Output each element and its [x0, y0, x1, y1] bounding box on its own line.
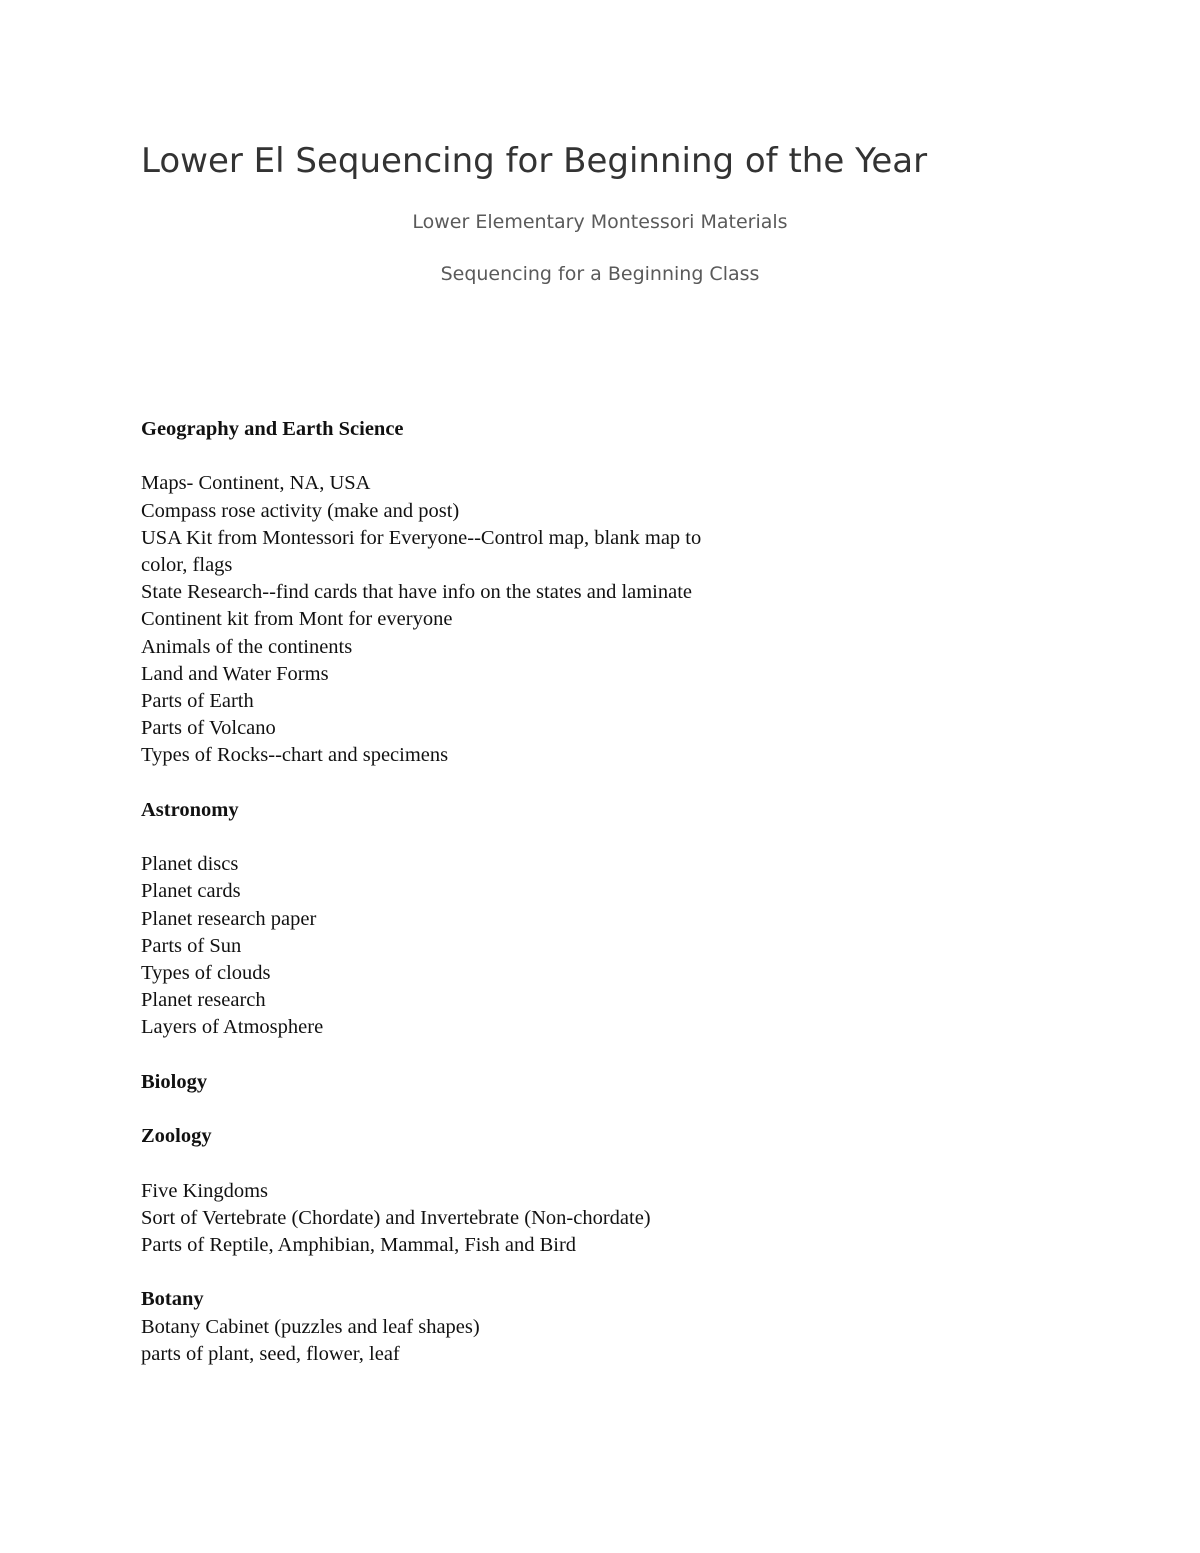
- list-item: Planet research paper: [141, 907, 317, 930]
- section-heading: Biology: [141, 1070, 208, 1093]
- list-item: Sort of Vertebrate (Chordate) and Invertebrate (Non-chordate): [141, 1206, 651, 1229]
- list-item: Continent kit from Mont for everyone: [141, 608, 453, 631]
- list-item: Parts of Reptile, Amphibian, Mammal, Fish and Bird: [141, 1234, 577, 1256]
- document-title: Lower El Sequencing for Beginning of the Year: [141, 141, 928, 181]
- section-geography: [141, 416, 1061, 770]
- list-item: Planet research: [141, 989, 266, 1012]
- document-subtitle-secondary: Sequencing for a Beginning Class: [440, 263, 760, 285]
- list-item: Layers of Atmosphere: [141, 1016, 324, 1039]
- section-zoology: [141, 1123, 1061, 1259]
- list-item: Five Kingdoms: [141, 1179, 268, 1202]
- list-item: Animals of the continents: [141, 635, 353, 658]
- section-heading: Zoology: [141, 1125, 212, 1148]
- list-item: Parts of Sun: [141, 934, 242, 957]
- list-item: Planet discs: [141, 853, 239, 876]
- list-item: USA Kit from Montessori for Everyone--Control map, blank map to: [141, 526, 702, 549]
- list-item: Botany Cabinet (puzzles and leaf shapes): [141, 1315, 480, 1338]
- list-item: Types of Rocks--chart and specimens: [141, 744, 449, 767]
- section-heading: Geography and Earth Science: [141, 418, 404, 440]
- section-heading: Astronomy: [141, 798, 239, 821]
- list-item: Planet cards: [141, 880, 241, 903]
- list-item: Compass rose activity (make and post): [141, 499, 460, 522]
- section-biology: [141, 1069, 1061, 1096]
- list-item: Parts of Earth: [141, 690, 254, 713]
- list-item: parts of plant, seed, flower, leaf: [141, 1342, 400, 1365]
- document-subtitle: Lower Elementary Montessori Materials: [412, 211, 788, 233]
- list-item: Parts of Volcano: [141, 717, 276, 740]
- list-item: color, flags: [141, 554, 233, 576]
- section-heading: Botany: [141, 1288, 204, 1311]
- section-botany: [141, 1286, 1061, 1368]
- list-item: Maps- Continent, NA, USA: [141, 472, 371, 495]
- list-item: State Research--find cards that have info on the states and laminate: [141, 581, 693, 604]
- section-astronomy: [141, 797, 1061, 1042]
- document-body: [141, 416, 1061, 1368]
- list-item: Land and Water Forms: [141, 662, 329, 685]
- list-item: Types of clouds: [141, 962, 271, 985]
